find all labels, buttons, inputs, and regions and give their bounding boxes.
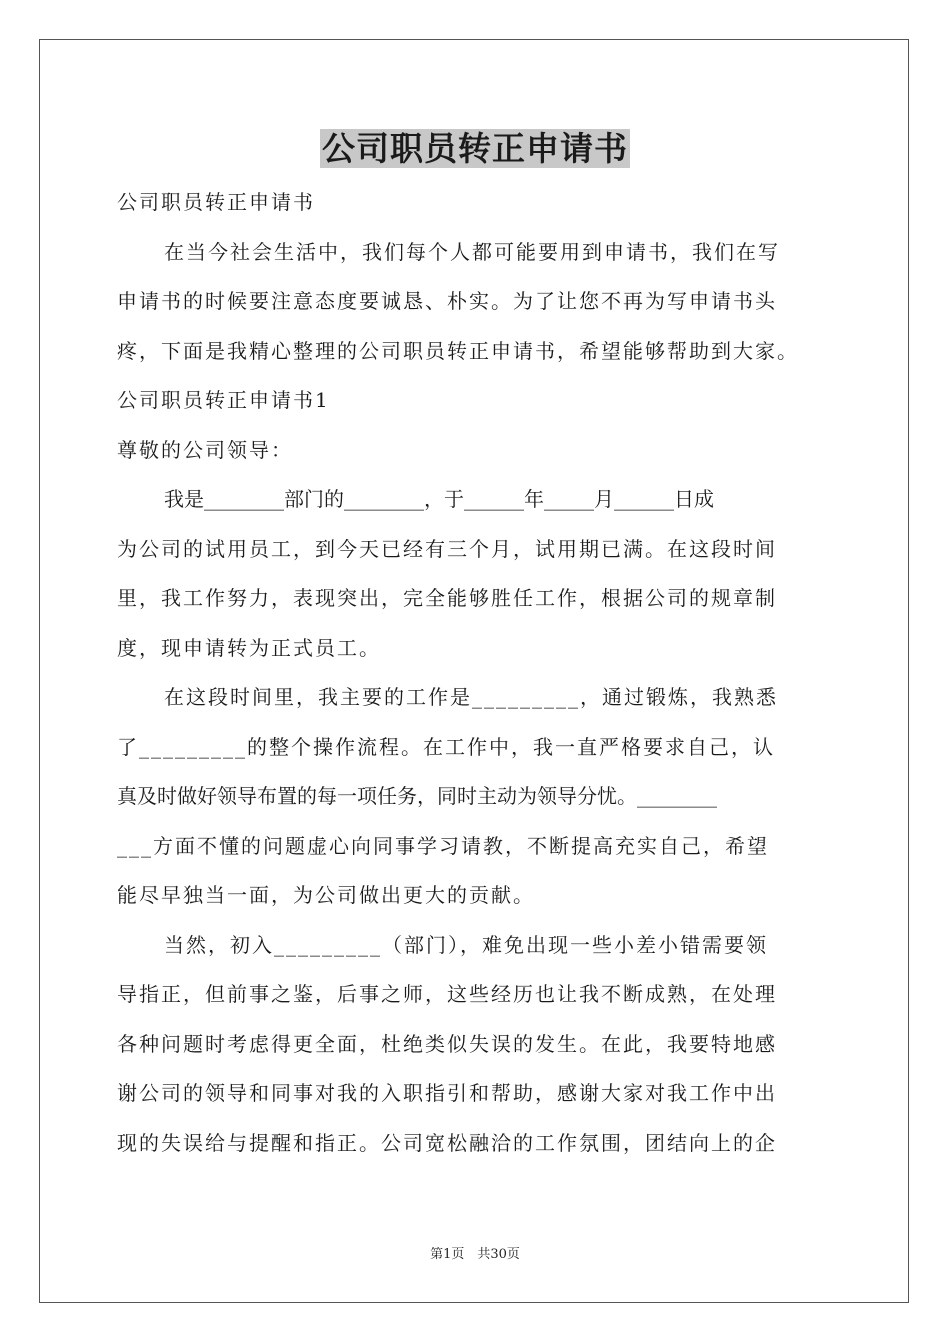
text-line: 了_________的整个操作流程。在工作中，我一直严格要求自己，认 xyxy=(117,734,775,759)
text-line: 申请书的时候要注意态度要诚恳、朴实。为了让您不再为写申请书头 xyxy=(117,289,777,313)
text-line: 各种问题时考虑得更全面，杜绝类似失误的发生。在此，我要特地感 xyxy=(117,1031,777,1056)
text-line: 尊敬的公司领导： xyxy=(117,437,293,462)
text-line: 我是________部门的________，于______年_____月______日成 xyxy=(164,487,714,511)
text-line: 真及时做好领导布置的每一项任务，同时主动为领导分忧。________ xyxy=(117,784,717,808)
text-line: 里，我工作努力，表现突出，完全能够胜任工作，根据公司的规章制 xyxy=(117,586,777,610)
text-line: 公司职员转正申请书1 xyxy=(117,388,330,412)
text-line: 能尽早独当一面，为公司做出更大的贡献。 xyxy=(117,883,535,907)
text-line: 在当今社会生活中，我们每个人都可能要用到申请书，我们在写 xyxy=(164,239,780,264)
text-line: 疼，下面是我精心整理的公司职员转正申请书，希望能够帮助到大家。 xyxy=(117,338,799,363)
document-title xyxy=(0,125,950,173)
document-title-text: 公司职员转正申请书 xyxy=(322,129,628,168)
text-line: 现的失误给与提醒和指正。公司宽松融洽的工作氛围，团结向上的企 xyxy=(117,1130,777,1155)
text-line: 在这段时间里，我主要的工作是_________，通过锻炼，我熟悉 xyxy=(164,685,778,709)
text-line: 为公司的试用员工，到今天已经有三个月，试用期已满。在这段时间 xyxy=(117,536,777,561)
text-line: 度，现申请转为正式员工。 xyxy=(117,635,381,660)
text-line: 谢公司的领导和同事对我的入职指引和帮助，感谢大家对我工作中出 xyxy=(117,1081,777,1105)
text-line: 导指正，但前事之鉴，后事之师，这些经历也让我不断成熟，在处理 xyxy=(117,982,777,1006)
text-line: 当然，初入_________（部门），难免出现一些小差小错需要领 xyxy=(164,932,768,957)
page-footer xyxy=(0,1245,950,1265)
page-number-label: 第1页 共30页 xyxy=(430,1247,520,1262)
text-line: ___方面不懂的问题虚心向同事学习请教，不断提高充实自己，希望 xyxy=(117,833,769,858)
text-line: 公司职员转正申请书 xyxy=(117,190,315,214)
document-body xyxy=(117,178,837,1168)
